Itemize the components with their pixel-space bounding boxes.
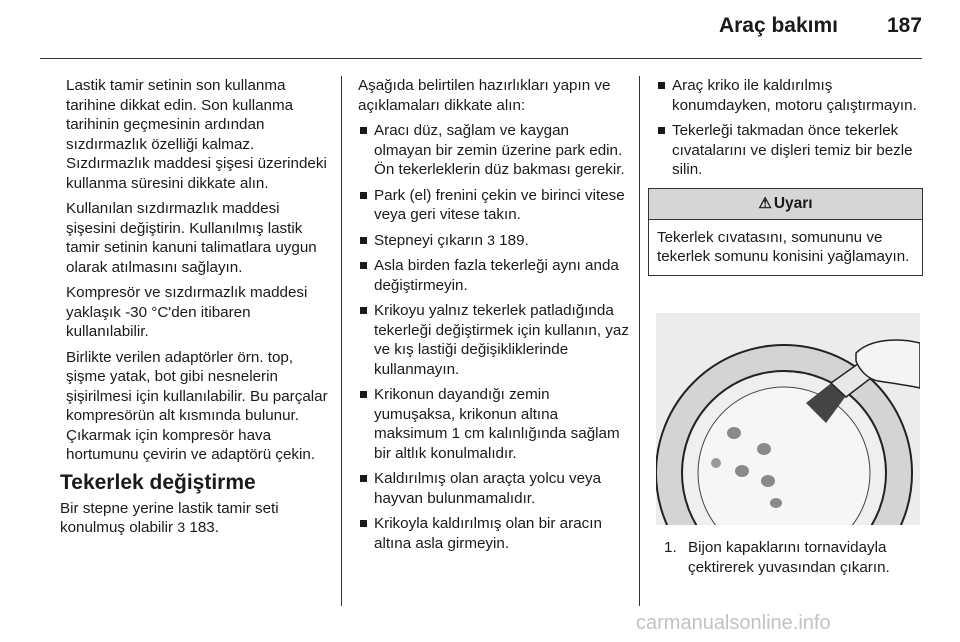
bullet-square-icon — [360, 127, 367, 134]
section-text — [60, 499, 328, 538]
paragraph: Kullanılan sızdırmazlık maddesi şişesini değiştirin. Kullanılmış lastik tamir setinin kanuni talimatlara uygun olarak atılmasını sağlayın. — [66, 200, 317, 276]
intro-text: Aşağıda belirtilen hazırlıkları yapın ve açıklamaları dikkate alın: — [358, 77, 611, 114]
warning-box — [648, 188, 923, 276]
bullet-square-icon — [360, 262, 367, 269]
list-item: Krikoyu yalnız tekerlek patladığında tekerleği değiştirmek için kullanın, yaz ve kış lastiği değişikliklerinde kullanmayın. — [358, 301, 630, 379]
list-item: Krikoyla kaldırılmış olan bir aracın altına asla girmeyin. — [358, 514, 630, 553]
page-number: 187 — [886, 14, 922, 37]
section-heading: Tekerlek değiştirme — [60, 470, 256, 494]
header-divider — [40, 58, 922, 59]
step-number: 1. — [664, 539, 677, 556]
wheel-illustration-svg — [656, 313, 920, 525]
bullet-square-icon — [360, 520, 367, 527]
bullet-square-icon — [360, 192, 367, 199]
cross-reference-icon: 3 — [487, 231, 495, 248]
list-item: Kaldırılmış olan araçta yolcu veya hayvan bulunmamalıdır. — [358, 469, 630, 508]
bullet-square-icon — [360, 237, 367, 244]
list-item: Asla birden fazla tekerleği aynı anda değiştirmeyin. — [358, 256, 630, 295]
paragraph: Birlikte verilen adaptörler örn. top, şişme yatak, bot gibi nesnelerin şişirilmesi için kullanılabilir. Bu parçalar kompresörün alt kısmında bulunur. Çıkarmak için kompresör hava hortumunu çevirin ve adaptörü çekin. — [66, 348, 328, 463]
paragraph: Kompresör ve sızdırmazlık maddesi yaklaşık -30 °C'den itibaren kullanılabilir. — [66, 284, 308, 340]
wheel-cover-illustration — [656, 313, 920, 525]
bullet-square-icon — [360, 475, 367, 482]
column-left — [60, 76, 328, 544]
list-item: Stepneyi çıkarın 3 189. — [358, 231, 630, 251]
preparation-list — [358, 121, 630, 553]
list-item: Krikonun dayandığı zemin yumuşaksa, krikonun altına maksimum 1 cm kalınlığında sağlam bir altlık konulmalıdır. — [358, 385, 630, 463]
instruction-step — [664, 538, 920, 577]
column-right — [656, 76, 920, 276]
cross-reference-page[interactable]: 189. — [499, 231, 529, 249]
cross-reference-page[interactable]: 183. — [189, 519, 219, 536]
step-text: Bijon kapaklarını tornavidayla çektirerek yuvasından çıkarın. — [688, 539, 890, 576]
watermark: carmanualsonline.info — [636, 612, 831, 634]
column-divider — [639, 76, 640, 606]
list-item: Tekerleği takmadan önce tekerlek cıvatalarını ve dişleri temiz bir bezle silin. — [656, 121, 920, 180]
column-divider — [341, 76, 342, 606]
preparation-list-continued — [656, 76, 920, 180]
page-header-title: Araç bakımı — [718, 14, 838, 37]
warning-triangle-icon: ⚠ — [758, 194, 772, 212]
list-item: Aracı düz, sağlam ve kaygan olmayan bir zemin üzerine park edin. Ön tekerleklerin düz bakması gerekir. — [358, 121, 630, 180]
bullet-square-icon — [360, 307, 367, 314]
cross-reference-icon: 3 — [177, 519, 186, 535]
list-item: Park (el) frenini çekin ve birinci vitese veya geri vitese takın. — [358, 186, 630, 225]
column-middle — [358, 76, 630, 559]
paragraph: Lastik tamir setinin son kullanma tarihine dikkat edin. Son kullanma tarihinin geçmesinin ardından sızdırmazlık özelliği kalmaz. Sızdırmazlık maddesi şişesi üzerindeki kullanma süresini dikkate alın. — [66, 77, 327, 192]
warning-title: Uyarı — [773, 194, 813, 212]
bullet-square-icon — [360, 391, 367, 398]
section-text-body: Bir stepne yerine lastik tamir seti konulmuş olabilir — [60, 499, 279, 536]
bullet-square-icon — [658, 127, 665, 134]
warning-text: Tekerlek cıvatasını, somununu ve tekerlek somunu konisini yağlamayın. — [657, 228, 910, 265]
bullet-square-icon — [658, 82, 665, 89]
warning-header — [649, 189, 922, 220]
list-item: Araç kriko ile kaldırılmış konumdayken, motoru çalıştırmayın. — [656, 76, 920, 115]
